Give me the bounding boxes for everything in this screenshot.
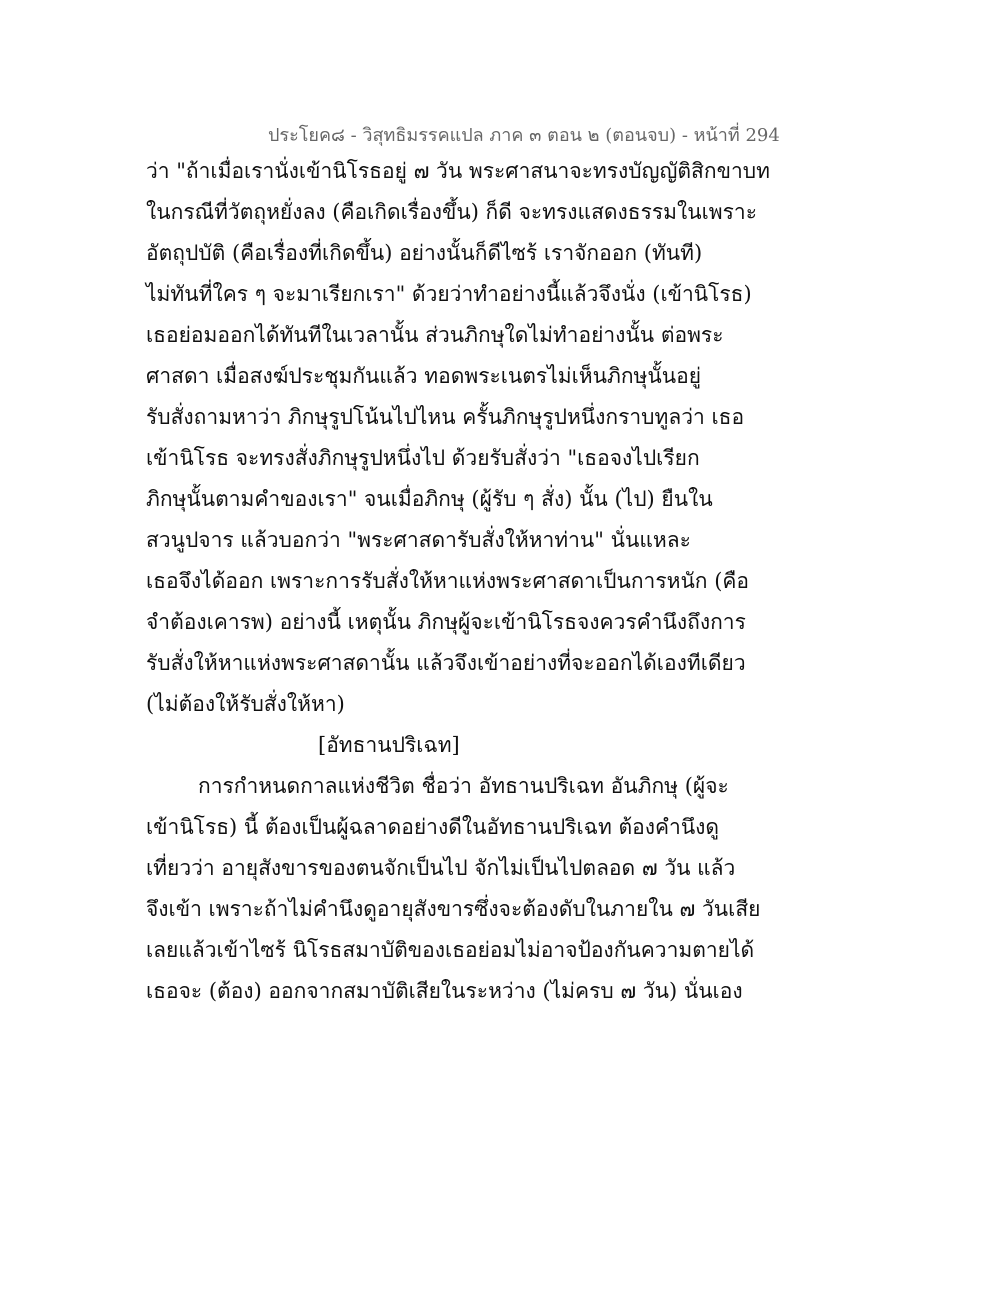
paragraph-1-line-13: รับสั่งให้หาแห่งพระศาสดานั้น แล้วจึงเข้าอย่างที่จะออกได้เองทีเดียว xyxy=(146,651,746,675)
paragraph-1-line-10: สวนูปจาร แล้วบอกว่า "พระศาสดารับสั่งให้หาท่าน" นั่นแหละ xyxy=(146,528,691,552)
paragraph-1-line-5: เธอย่อมออกได้ทันทีในเวลานั้น ส่วนภิกษุใดไม่ทำอย่างนั้น ต่อพระ xyxy=(146,323,724,347)
paragraph-1-line-3: อัตถุปบัติ (คือเรื่องที่เกิดขึ้น) อย่างนั้นก็ดีไซร้ เราจักออก (ทันที) xyxy=(146,241,703,265)
paragraph-1-line-6: ศาสดา เมื่อสงฆ์ประชุมกันแล้ว ทอดพระเนตรไม่เห็นภิกษุนั้นอยู่ xyxy=(146,364,702,388)
paragraph-2-line-5: เลยแล้วเข้าไซร้ นิโรธสมาบัติของเธอย่อมไม่อาจป้องกันความตายได้ xyxy=(146,938,755,962)
paragraph-2-line-1: การกำหนดกาลแห่งชีวิต ชื่อว่า อัทธานปริเฉท อันภิกษุ (ผู้จะ xyxy=(198,774,729,798)
paragraph-2-line-3: เที่ยวว่า อายุสังขารของตนจักเป็นไป จักไม่เป็นไปตลอด ๗ วัน แล้ว xyxy=(146,856,736,880)
paragraph-1-line-9: ภิกษุนั้นตามคำของเรา" จนเมื่อภิกษุ (ผู้รับ ๆ สั่ง) นั้น (ไป) ยืนใน xyxy=(146,487,713,511)
paragraph-1-line-2: ในกรณีที่วัตถุหยั่งลง (คือเกิดเรื่องขึ้น) ก็ดี จะทรงแสดงธรรมในเพราะ xyxy=(146,200,757,224)
running-header: ประโยค๘ - วิสุทธิมรรคแปล ภาค ๓ ตอน ๒ (ตอนจบ) - หน้าที่ 294 xyxy=(268,125,780,146)
paragraph-1-line-12: จำต้องเคารพ) อย่างนี้ เหตุนั้น ภิกษุผู้จะเข้านิโรธจงควรคำนึงถึงการ xyxy=(146,610,746,634)
paragraph-1-line-4: ไม่ทันที่ใคร ๆ จะมาเรียกเรา" ด้วยว่าทำอย่างนี้แล้วจึงนั่ง (เข้านิโรธ) xyxy=(146,282,752,306)
paragraph-1-line-11: เธอจึงได้ออก เพราะการรับสั่งให้หาแห่งพระศาสดาเป็นการหนัก (คือ xyxy=(146,569,750,593)
paragraph-1-line-1: ว่า "ถ้าเมื่อเรานั่งเข้านิโรธอยู่ ๗ วัน พระศาสนาจะทรงบัญญัติสิกขาบท xyxy=(146,159,770,183)
paragraph-2-line-6: เธอจะ (ต้อง) ออกจากสมาบัติเสียในระหว่าง (ไม่ครบ ๗ วัน) นั่นเอง xyxy=(146,979,743,1003)
paragraph-1-line-7: รับสั่งถามหาว่า ภิกษุรูปโน้นไปไหน ครั้นภิกษุรูปหนึ่งกราบทูลว่า เธอ xyxy=(146,405,745,429)
paragraph-1-line-8: เข้านิโรธ จะทรงสั่งภิกษุรูปหนึ่งไป ด้วยรับสั่งว่า "เธอจงไปเรียก xyxy=(146,446,700,470)
section-heading: [อัทธานปริเฉท] xyxy=(318,733,460,757)
paragraph-1-line-14: (ไม่ต้องให้รับสั่งให้หา) xyxy=(146,692,345,716)
paragraph-2-line-2: เข้านิโรธ) นี้ ต้องเป็นผู้ฉลาดอย่างดีในอัทธานปริเฉท ต้องคำนึงดู xyxy=(146,815,720,839)
paragraph-2-line-4: จึงเข้า เพราะถ้าไม่คำนึงดูอายุสังขารซึ่งจะต้องดับในภายใน ๗ วันเสีย xyxy=(146,897,761,921)
